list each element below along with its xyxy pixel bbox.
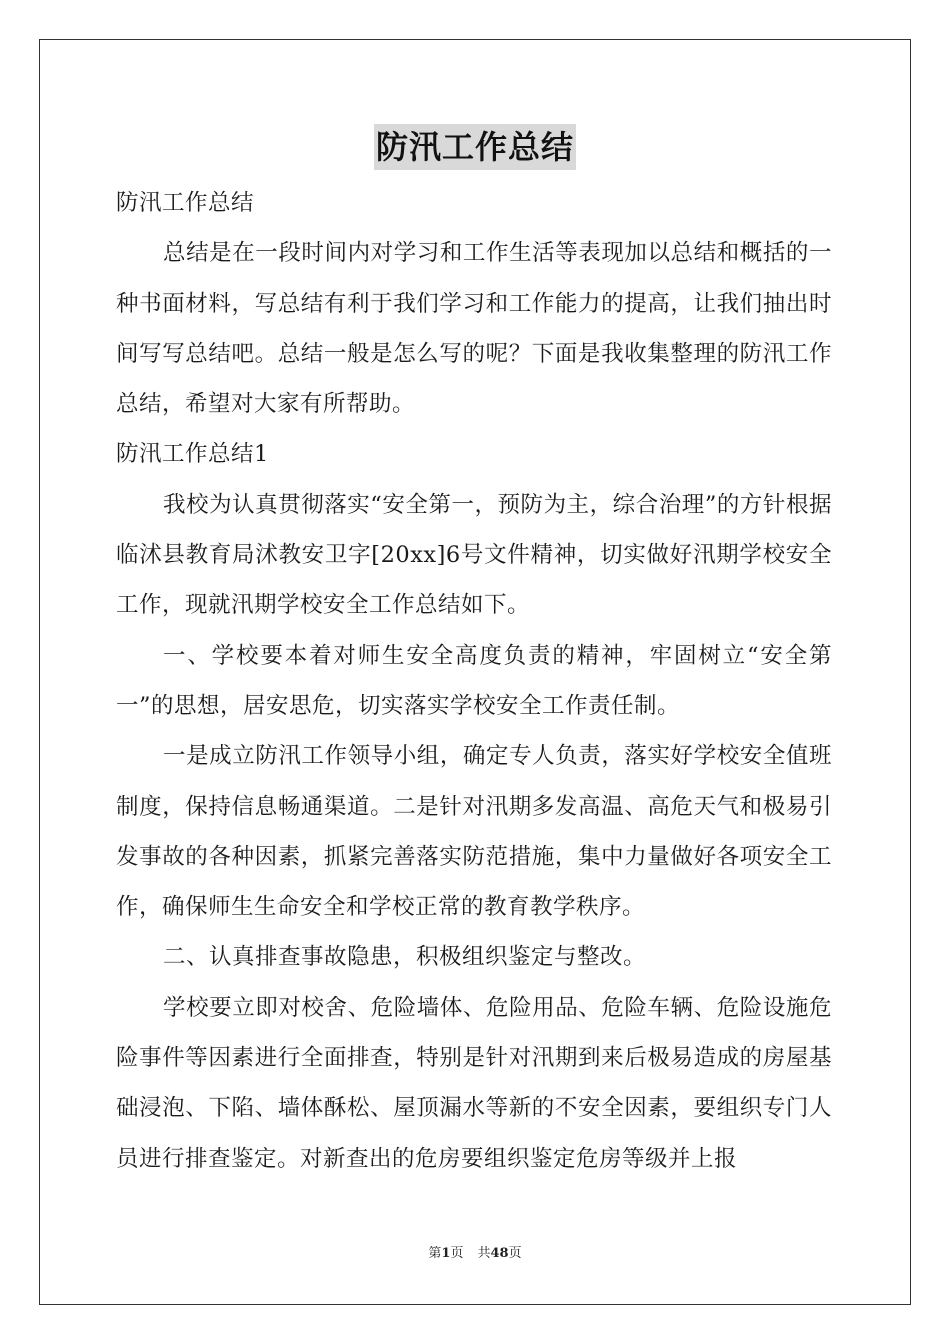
body-paragraph: 二、认真排查事故隐患，积极组织鉴定与整改。 — [163, 944, 647, 971]
section-heading: 防汛工作总结1 — [116, 441, 269, 468]
current-page-number: 1 — [441, 1246, 451, 1261]
total-prefix: 共 — [477, 1246, 491, 1261]
section-heading: 防汛工作总结 — [116, 190, 255, 216]
total-unit: 页 — [508, 1246, 522, 1261]
document-body — [116, 178, 832, 1184]
body-paragraph: 我校为认真贯彻落实“安全第一，预防为主，综合治理”的方针根据临沭县教育局沭教安卫字[20xx]6号文件精神，切实做好汛期学校安全工作，现就汛期学校安全工作总结如下。 — [116, 491, 832, 619]
page-footer — [0, 1245, 950, 1263]
total-page-count: 48 — [490, 1246, 509, 1261]
page-unit: 页 — [450, 1246, 464, 1261]
body-paragraph: 一是成立防汛工作领导小组，确定专人负责，落实好学校安全值班制度，保持信息畅通渠道。二是针对汛期多发高温、高危天气和极易引发事故的各种因素，抓紧完善落实防范措施，集中力量做好各项安全工作，确保师生生命安全和学校正常的教育教学秩序。 — [116, 743, 832, 921]
document-title: 防汛工作总结 — [374, 124, 576, 170]
page-prefix: 第 — [428, 1246, 442, 1261]
body-paragraph: 学校要立即对校舍、危险墙体、危险用品、危险车辆、危险设施危险事件等因素进行全面排查，特别是针对汛期到来后极易造成的房屋基础浸泡、下陷、墙体酥松、屋顶漏水等新的不安全因素，要组织专门人员进行排查鉴定。对新查出的危房要组织鉴定危房等级并上报 — [116, 994, 832, 1172]
body-paragraph: 总结是在一段时间内对学习和工作生活等表现加以总结和概括的一种书面材料，写总结有利于我们学习和工作能力的提高，让我们抽出时间写写总结吧。总结一般是怎么写的呢？下面是我收集整理的防汛工作总结，希望对大家有所帮助。 — [116, 240, 832, 418]
title-container — [0, 124, 950, 170]
body-paragraph: 一、学校要本着对师生安全高度负责的精神，牢固树立“安全第一”的思想，居安思危，切实落实学校安全工作责任制。 — [116, 642, 832, 719]
